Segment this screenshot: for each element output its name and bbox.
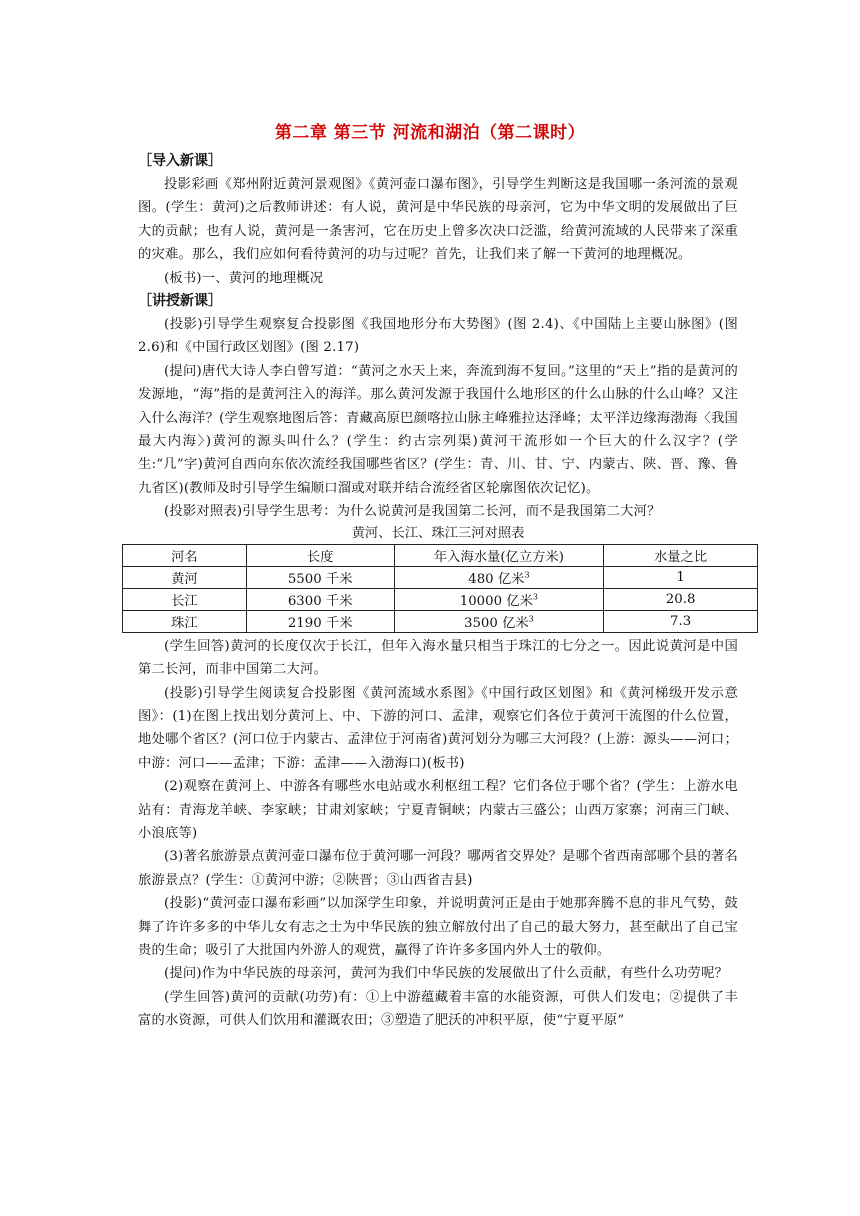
table-row <box>123 566 758 588</box>
header-volume-ratio: 水量之比 <box>604 544 758 566</box>
teach-heading: ［讲授新课］ <box>138 293 222 310</box>
cell-volume: 480 亿米$^3$ <box>394 566 604 588</box>
header-river-name: 河名 <box>123 544 247 566</box>
paragraph-question-contribution: (提问)作为中华民族的母亲河，黄河为我们中华民族的发展做出了什么贡献，有些什么功劳呢？ <box>164 966 729 982</box>
document-body <box>138 150 738 1033</box>
paragraph-board-note: (板书)一、黄河的地理概况 <box>164 270 324 286</box>
cell-ratio: 20.8 <box>604 588 758 610</box>
table-header-row <box>123 544 758 566</box>
table-row <box>123 610 758 632</box>
cell-ratio: 7.3 <box>604 610 758 632</box>
page-title: 第二章 第三节 河流和湖泊（第二课时） <box>274 123 586 143</box>
header-annual-volume: 年入海水量(亿立方米) <box>394 544 604 566</box>
paragraph-projection-basin: (投影)引导学生阅读复合投影图《黄河流域水系图》《中国行政区划图》和《黄河梯级开发示意图》：(1)在图上找出划分黄河上、中、下游的河口、孟津，观察它们各位于黄河干流图的什么位置，地处哪个省区？(河口位于内蒙古、孟津位于河南省)黄河划分为哪三大河段？(上游：源头——河口；中游：河口——孟津；下游：孟津——入渤海口)(板书) <box>138 685 738 771</box>
cell-volume: 10000 亿米$^3$ <box>394 588 604 610</box>
table-row <box>123 588 758 610</box>
paragraph-intro: 投影彩画《郑州附近黄河景观图》《黄河壶口瀑布图》，引导学生判断这是我国哪一条河流的景观图。(学生：黄河)之后教师讲述：有人说，黄河是中华民族的母亲河，它为中华文明的发展做出了巨大的贡献；也有人说，黄河是一条害河，它在历史上曾多次决口泛滥，给黄河流域的人民带来了深重的灾难。那么，我们应如何看待黄河的功与过呢？首先，让我们来了解一下黄河的地理概况。 <box>138 177 738 263</box>
paragraph-question-source: (提问)唐代大诗人李白曾写道：“黄河之水天上来，奔流到海不复回。”这里的“天上”指的是黄河的发源地，“海”指的是黄河注入的海洋。那么黄河发源于我国什么地形区的什么山脉的什么山峰？又注入什么海洋？(学生观察地图后答：青藏高原巴颜喀拉山脉主峰雅拉达泽峰；太平洋边缘海渤海〈我国最大内海〉)黄河的源头叫什么？(学生：约古宗列渠)黄河干流形如一个巨大的什么汉字？(学生:“几”字)黄河自西向东依次流经我国哪些省区？(学生：青、川、甘、宁、内蒙古、陕、晋、豫、鲁九省区)(教师及时引导学生编顺口溜或对联并结合流经省区轮廓图依次记忆)。 <box>138 363 738 496</box>
cell-length: 5500 千米 <box>246 566 394 588</box>
river-comparison-table <box>122 544 758 633</box>
cell-volume: 3500 亿米$^3$ <box>394 610 604 632</box>
cell-river-name: 长江 <box>123 588 247 610</box>
paragraph-student-answer-contribution: (学生回答)黄河的贡献(功劳)有：①上中游蕴藏着丰富的水能资源，可供人们发电；②提供了丰富的水资源，可供人们饮用和灌溉农田；③塑造了肥沃的冲积平原，使“宁夏平原” <box>138 989 738 1029</box>
paragraph-hukou-waterfall: (3)著名旅游景点黄河壶口瀑布位于黄河哪一河段？哪两省交界处？是哪个省西南部哪个县的著名旅游景点？(学生：①黄河中游；②陕晋；③山西省吉县) <box>138 849 738 888</box>
cell-river-name: 黄河 <box>123 566 247 588</box>
cell-length: 2190 千米 <box>246 610 394 632</box>
cell-ratio: 1 <box>604 566 758 588</box>
paragraph-projection-maps: (投影)引导学生观察复合投影图《我国地形分布大势图》(图 2.4)、《中国陆上主要山脉图》(图 2.6)和《中国行政区划图》(图 2.17) <box>138 317 738 356</box>
paragraph-student-answer-length: (学生回答)黄河的长度仅次于长江，但年入海水量只相当于珠江的七分之一。因此说黄河是中国第二长河，而非中国第二大河。 <box>138 638 738 678</box>
header-length: 长度 <box>246 544 394 566</box>
table-caption: 黄河、长江、珠江三河对照表 <box>351 525 525 541</box>
paragraph-table-intro: (投影对照表)引导学生思考：为什么说黄河是我国第二长河，而不是我国第二大河？ <box>164 504 661 520</box>
cell-river-name: 珠江 <box>123 610 247 632</box>
cell-length: 6300 千米 <box>246 588 394 610</box>
paragraph-hydropower: (2)观察在黄河上、中游各有哪些水电站或水利枢纽工程？它们各位于哪个省？(学生：上游水电站有：青海龙羊峡、李家峡；甘肃刘家峡；宁夏青铜峡；内蒙古三盛公；山西万家寨；河南三门峡、小浪底等) <box>138 779 738 841</box>
paragraph-projection-waterfall: (投影)“黄河壶口瀑布彩画”以加深学生印象，并说明黄河正是由于她那奔腾不息的非凡气势，鼓舞了许许多多的中华儿女有志之士为中华民族的独立解放付出了自己的最大努力，甚至献出了自己宝贵的生命；吸引了大批国内外游人的观赏，赢得了许许多多国内外人士的敬仰。 <box>138 896 738 958</box>
intro-heading: ［导入新课］ <box>138 153 222 169</box>
